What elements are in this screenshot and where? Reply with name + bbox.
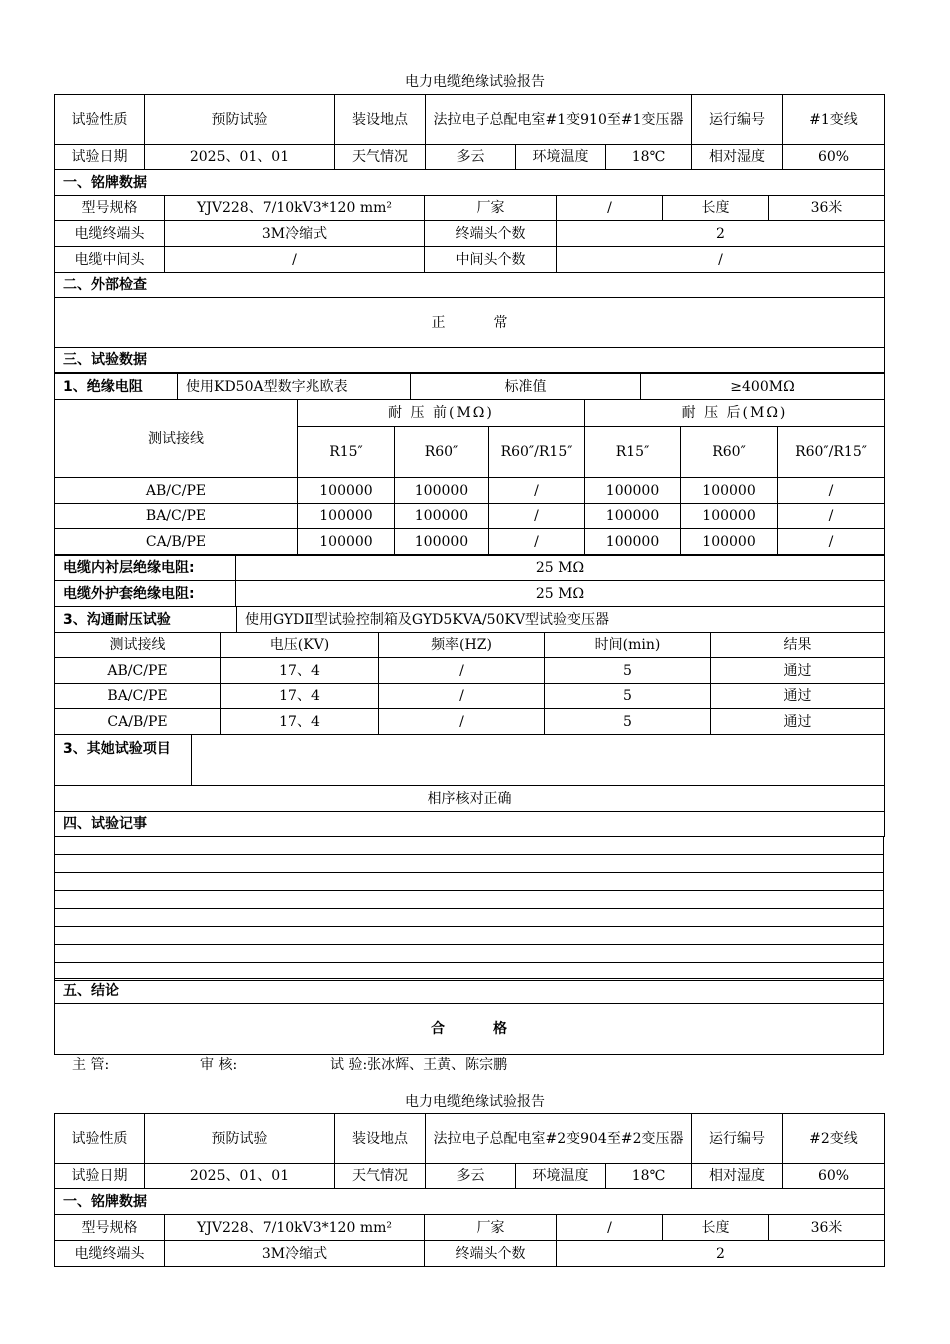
date-label: 试验日期 <box>55 1164 145 1189</box>
joint-label: 电缆中间头 <box>55 247 165 273</box>
row-v3: / <box>489 529 585 555</box>
hv-instrument: 使用GYDⅡ型试验控制箱及GYD5KVA/50KV型试验变压器 <box>237 607 885 633</box>
col-ratio-after: R60″/R15″ <box>778 427 885 478</box>
maker-value: / <box>557 1215 663 1241</box>
conclusion-result-b: 格 <box>493 1021 507 1037</box>
model-label: 型号规格 <box>55 1215 165 1241</box>
terminal-label: 电缆终端头 <box>55 1241 165 1267</box>
date-value: 2025、01、01 <box>145 1164 335 1189</box>
terminal-value: 3M冷缩式 <box>165 1241 425 1267</box>
run-no-label: 运行编号 <box>692 95 783 145</box>
col-r60-before: R60″ <box>395 427 489 478</box>
hv-row-voltage: 17、4 <box>221 684 379 709</box>
weather-value: 多云 <box>426 1164 516 1189</box>
other-title: 3、其她试验项目 <box>55 735 192 786</box>
row-wiring: CA/B/PE <box>55 529 298 555</box>
humidity-label: 相对湿度 <box>692 1164 783 1189</box>
row-v2: 100000 <box>395 504 489 529</box>
maker-value: / <box>557 196 663 221</box>
terminal-value: 3M冷缩式 <box>165 221 425 247</box>
nameplate-section-title: 一、铭牌数据 <box>55 170 885 196</box>
hv-row-freq: / <box>379 658 545 684</box>
joint-value: / <box>165 247 425 273</box>
location-value: 法拉电子总配电室#2变904至#2变压器 <box>426 1114 692 1164</box>
location-label: 装设地点 <box>335 1114 426 1164</box>
other-value: 相序核对正确 <box>55 786 885 812</box>
hv-col-freq: 频率(HZ) <box>379 633 545 658</box>
row-v2: 100000 <box>395 529 489 555</box>
other-tests-table <box>54 734 885 837</box>
location-label: 装设地点 <box>335 95 426 145</box>
conclusion-section-title: 五、结论 <box>55 979 884 1004</box>
hv-row-result: 通过 <box>711 709 885 735</box>
joint-count-value: / <box>557 247 885 273</box>
run-no-label: 运行编号 <box>692 1114 783 1164</box>
row-v6: / <box>778 529 885 555</box>
signature-line <box>72 1056 507 1074</box>
hv-row-time: 5 <box>545 684 711 709</box>
humidity-value: 60% <box>783 145 885 170</box>
terminal-count-value: 2 <box>557 221 885 247</box>
run-no-value: #1变线 <box>783 95 885 145</box>
ir-std-label: 标准值 <box>411 374 641 400</box>
hv-row-wiring: CA/B/PE <box>55 709 221 735</box>
row-v1: 100000 <box>298 478 395 504</box>
row-v1: 100000 <box>298 529 395 555</box>
ir-title: 1、绝缘电阻 <box>55 374 178 400</box>
temp-label: 环境温度 <box>516 1164 606 1189</box>
row-v5: 100000 <box>681 504 778 529</box>
test-data-section-title: 三、试验数据 <box>55 348 885 373</box>
ir-info-table <box>54 373 885 400</box>
hv-col-voltage: 电压(KV) <box>221 633 379 658</box>
conclusion-result-a: 合 <box>431 1021 445 1037</box>
before-label: 耐 压 前(MΩ) <box>298 400 585 427</box>
nature-value: 预防试验 <box>145 1114 335 1164</box>
model-value: YJV228、7/10kV3*120 mm² <box>165 196 425 221</box>
table-row <box>55 709 885 735</box>
inner-sheath-label: 电缆内衬层绝缘电阻: <box>55 556 236 581</box>
row-v3: / <box>489 504 585 529</box>
ir-instrument: 使用KD50A型数字兆欧表 <box>178 374 411 400</box>
conclusion-result <box>55 1004 884 1055</box>
date-label: 试验日期 <box>55 145 145 170</box>
hv-row-time: 5 <box>545 709 711 735</box>
conclusion-table <box>54 978 884 1055</box>
table-row <box>55 684 885 709</box>
table-row <box>55 529 885 555</box>
hv-data-table <box>54 632 885 735</box>
row-v2: 100000 <box>395 478 489 504</box>
sheath-table <box>54 555 885 607</box>
report2-nameplate-table <box>54 1188 885 1267</box>
maker-label: 厂家 <box>425 196 557 221</box>
supervisor-label: 主 管: <box>72 1057 110 1073</box>
hv-row-time: 5 <box>545 658 711 684</box>
location-value: 法拉电子总配电室#1变910至#1变压器 <box>426 95 692 145</box>
row-v6: / <box>778 504 885 529</box>
model-label: 型号规格 <box>55 196 165 221</box>
row-v5: 100000 <box>681 478 778 504</box>
length-value: 36米 <box>769 196 885 221</box>
notes-lines <box>54 836 884 981</box>
terminal-count-value: 2 <box>557 1241 885 1267</box>
row-v3: / <box>489 478 585 504</box>
report2-header-table <box>54 1113 885 1189</box>
terminal-label: 电缆终端头 <box>55 221 165 247</box>
weather-value: 多云 <box>426 145 516 170</box>
external-result <box>55 298 885 348</box>
temp-value: 18℃ <box>606 145 692 170</box>
terminal-count-label: 终端头个数 <box>425 1241 557 1267</box>
hv-row-voltage: 17、4 <box>221 709 379 735</box>
length-value: 36米 <box>769 1215 885 1241</box>
inner-sheath-value: 25 MΩ <box>236 556 885 581</box>
humidity-label: 相对湿度 <box>692 145 783 170</box>
external-result-b: 常 <box>493 314 508 331</box>
other-blank <box>192 735 885 786</box>
hv-row-voltage: 17、4 <box>221 658 379 684</box>
hv-col-wiring: 测试接线 <box>55 633 221 658</box>
nature-label: 试验性质 <box>55 1114 145 1164</box>
col-ratio-before: R60″/R15″ <box>489 427 585 478</box>
col-r60-after: R60″ <box>681 427 778 478</box>
nameplate-section-title: 一、铭牌数据 <box>55 1189 885 1215</box>
weather-label: 天气情况 <box>335 145 426 170</box>
ir-std-value: ≥400MΩ <box>641 374 885 400</box>
hv-row-result: 通过 <box>711 684 885 709</box>
hv-info-table <box>54 606 885 633</box>
hv-row-result: 通过 <box>711 658 885 684</box>
report-header-table <box>54 94 885 170</box>
nature-label: 试验性质 <box>55 95 145 145</box>
report-title: 电力电缆绝缘试验报告 <box>405 74 545 90</box>
row-v4: 100000 <box>585 529 681 555</box>
hv-row-freq: / <box>379 684 545 709</box>
date-value: 2025、01、01 <box>145 145 335 170</box>
hv-row-wiring: BA/C/PE <box>55 684 221 709</box>
row-wiring: AB/C/PE <box>55 478 298 504</box>
hv-col-result: 结果 <box>711 633 885 658</box>
tester-value: 张冰辉、王黄、陈宗鹏 <box>367 1057 508 1073</box>
table-row <box>55 478 885 504</box>
terminal-count-label: 终端头个数 <box>425 221 557 247</box>
row-v1: 100000 <box>298 504 395 529</box>
notes-section-title: 四、试验记事 <box>55 812 885 837</box>
row-v6: / <box>778 478 885 504</box>
col-r15-before: R15″ <box>298 427 395 478</box>
row-wiring: BA/C/PE <box>55 504 298 529</box>
ir-data-table <box>54 399 885 555</box>
outer-sheath-label: 电缆外护套绝缘电阻: <box>55 581 236 607</box>
model-value: YJV228、7/10kV3*120 mm² <box>165 1215 425 1241</box>
reviewer-label: 审 核: <box>200 1057 238 1073</box>
row-v5: 100000 <box>681 529 778 555</box>
row-v4: 100000 <box>585 504 681 529</box>
nameplate-table <box>54 169 885 373</box>
external-result-a: 正 <box>431 314 446 331</box>
hv-title: 3、沟通耐压试验 <box>55 607 237 633</box>
report-title-2: 电力电缆绝缘试验报告 <box>405 1094 545 1110</box>
table-row <box>55 658 885 684</box>
after-label: 耐 压 后(MΩ) <box>585 400 885 427</box>
table-row <box>55 504 885 529</box>
col-r15-after: R15″ <box>585 427 681 478</box>
temp-value: 18℃ <box>606 1164 692 1189</box>
nature-value: 预防试验 <box>145 95 335 145</box>
wiring-label: 测试接线 <box>55 400 298 478</box>
outer-sheath-value: 25 MΩ <box>236 581 885 607</box>
length-label: 长度 <box>663 1215 769 1241</box>
row-v4: 100000 <box>585 478 681 504</box>
hv-row-wiring: AB/C/PE <box>55 658 221 684</box>
external-section-title: 二、外部检查 <box>55 273 885 298</box>
length-label: 长度 <box>663 196 769 221</box>
run-no-value: #2变线 <box>783 1114 885 1164</box>
joint-count-label: 中间头个数 <box>425 247 557 273</box>
hv-row-freq: / <box>379 709 545 735</box>
humidity-value: 60% <box>783 1164 885 1189</box>
temp-label: 环境温度 <box>516 145 606 170</box>
maker-label: 厂家 <box>425 1215 557 1241</box>
hv-col-time: 时间(min) <box>545 633 711 658</box>
tester-label: 试 验: <box>330 1057 368 1073</box>
weather-label: 天气情况 <box>335 1164 426 1189</box>
